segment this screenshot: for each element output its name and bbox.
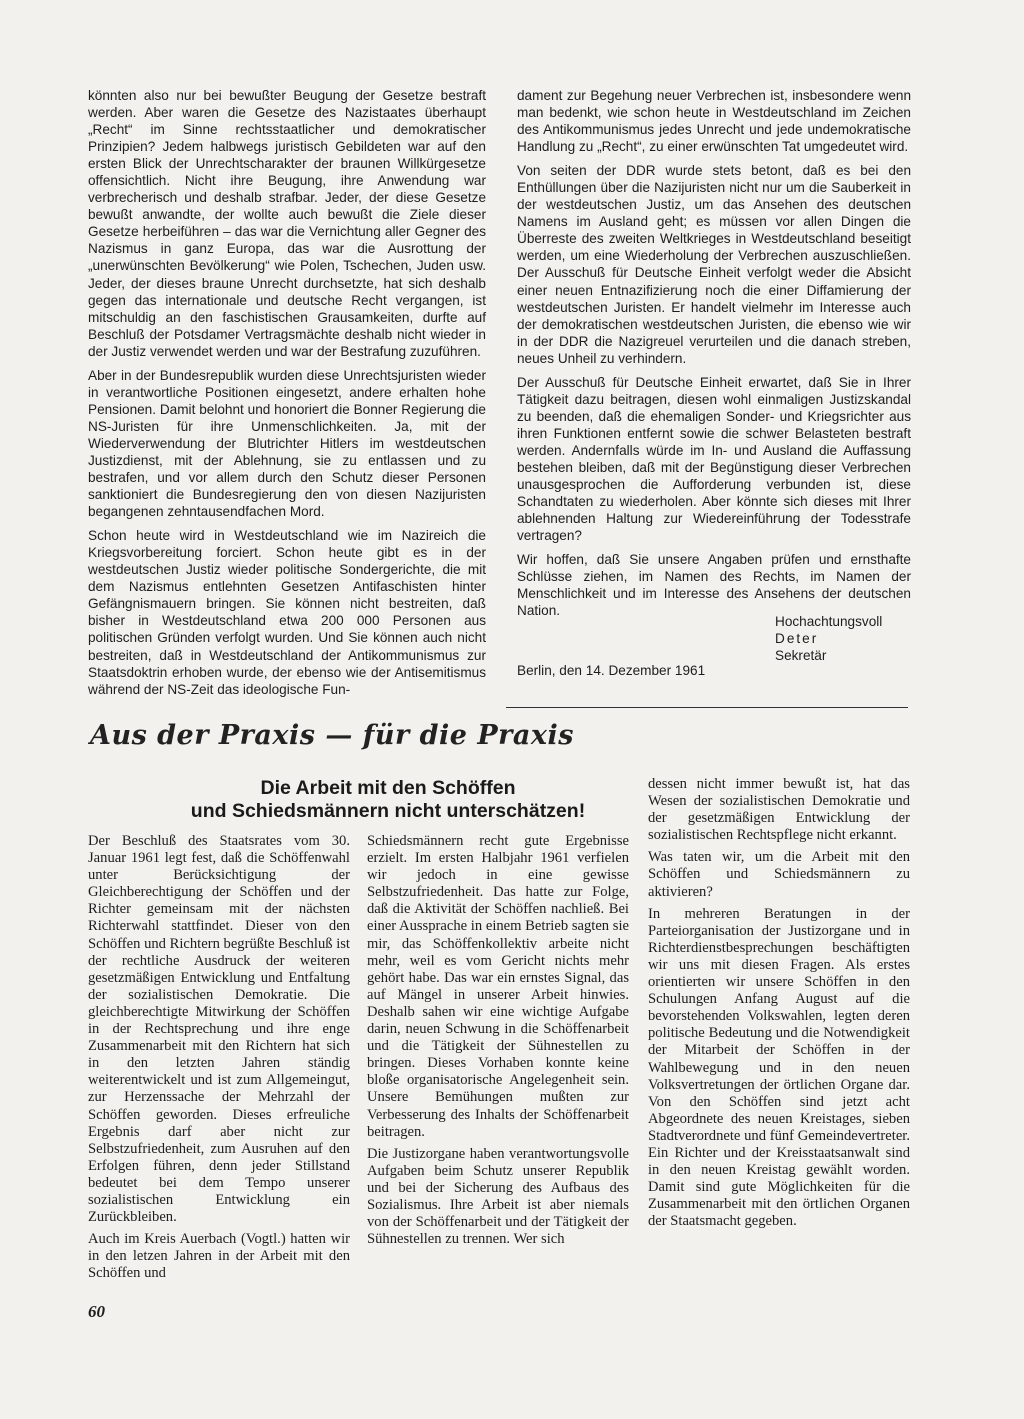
paragraph: Der Beschluß des Staatsrates vom 30. Januar 1961 legt fest, daß die Schöffenwahl unter Berücksichtigung der Gleichberechtigung der Schöffen und der Richter gemeinsam mit der nächsten Richterwahl stattfindet. Dieser von den Schöffen und Richtern begrüßte Beschluß ist der rechtliche Ausdruck der weiteren gesetzmäßigen Entwicklung und Entfaltung der sozialistischen Demokratie. Die gleichberechtigte Mitwirkung der Schöffen in der Rechtsprechung und ihre enge Zusammenarbeit mit den Richtern hat sich in den letzten Jahren ständig weiterentwickelt und ist zum Allgemeingut, zur Herzenssache der Mehrzahl der Schöffen geworden. Dieses erfreuliche Ergebnis darf aber nicht zur Selbstzufriedenheit, zum Ausruhen auf den Erfolgen führen, denn jeder Stillstand bedeutet bei dem Tempo unserer sozialistischen Entwicklung ein Zurückbleiben. — [88, 833, 350, 1226]
paragraph: Schiedsmännern recht gute Ergebnisse erzielt. Im ersten Halbjahr 1961 verfielen wir jedoch in eine gewisse Selbstzufriedenheit. Das hatte zur Folge, daß die Aktivität der Schöffen nachließ. Bei einer Aussprache in einem Betrieb sagten sie mir, das Schöffenkollektiv arbeite nicht mehr, weil es vom Gericht nichts mehr gehört habe. Das war ein ernstes Signal, das auf Mängel in unserer Arbeit hinwies. Deshalb sahen wir eine wichtige Aufgabe darin, neuen Schwung in die Schöffenarbeit und die Tätigkeit der Sühnestellen zu bringen. Dieses Vorhaben konnte keine bloße organisatorische Angelegenheit sein. Unsere Bemühungen mußten zur Verbesserung des Inhalts der Schöffenarbeit beitragen. — [367, 833, 629, 1140]
paragraph: könnten also nur bei bewußter Beugung der Gesetze bestraft werden. Aber waren die Gesetze des Nazistaates überhaupt „Recht“ im Sinne rechtsstaatlicher und demokratischer Prinzipien? Jedem halbwegs juristisch Gebildeten war auf den ersten Blick der Unrechtscharakter der braunen Willkürgesetze offensichtlich. Nicht ihre Beugung, ihre Anwendung war verbrecherisch und deshalb strafbar. Jeder, der diese Gesetze bewußt anwandte, der wollte auch bewußt die Ziele dieser Gesetze herbeiführen – das war die Vernichtung aller Gegner des Nazismus in ganz Europa, das war die Ausrottung der „unerwünschten Bevölkerung“ wie Polen, Tschechen, Juden usw. Jeder, der dieses braune Unrecht durchsetzte, hat sich deshalb gegen das internationale und deutsche Recht vergangen, ist mitschuldig an den faschistischen Grausamkeiten, durfte auf Beschluß der Potsdamer Vertragsmächte deshalb nicht wieder in der Justiz verwendet werden und war der Bestrafung zuzuführen. — [88, 88, 486, 359]
paragraph: dament zur Begehung neuer Verbrechen ist, insbesondere wenn man bedenkt, wie schon heute in Westdeutschland im Zeichen des Antikommunismus jedes Unrecht und jede undemokratische Handlung zu „Recht“, zu einer erwünschten Tat umgedeutet wird. — [517, 88, 911, 155]
article-column-3 — [648, 776, 910, 1235]
paragraph: Aber in der Bundesrepublik wurden diese Unrechtsjuristen wieder in verantwortliche Positionen eingesetzt, andere erhalten hohe Pensionen. Damit belohnt und honoriert die Bonner Regierung die NS-Juristen für ihre Unmenschlichkeiten. Ja, mit der Wiederverwendung der Blutrichter Hitlers im westdeutschen Justizdienst, mit der Ablehnung, sie zu entlassen und zu bestrafen, und vor allem durch den Schutz dieser Personen sanktioniert die Bundesregierung den von diesen Nazijuristen begangenen zehntausendfachen Mord. — [88, 367, 486, 520]
paragraph: In mehreren Beratungen in der Parteiorganisation der Justizorgane und in Richterdienstbesprechungen beschäftigten wir uns mit diesen Fragen. Als erstes orientierten wir unsere Schöffen in den Schulungen Anfang August auf die bevorstehenden Volkswahlen, legten deren politische Bedeutung und die Notwendigkeit der Mitarbeit der Schöffen in der Wahlbewegung und in den neuen Volksvertretungen der örtlichen Organe dar. Von den Schöffen sind jetzt acht Abgeordnete des neuen Kreistages, sieben Stadtverordnete und fünf Gemeindevertreter. Ein Richter und der Kreisstaatsanwalt sind in den neuen Kreistag gewählt worden. Damit sind gute Möglichkeiten für die Zusammenarbeit mit den örtlichen Organen der Staatsmacht gegeben. — [648, 905, 910, 1230]
paragraph: Wir hoffen, daß Sie unsere Angaben prüfen und ernsthafte Schlüsse ziehen, im Namen des Rechts, im Namen der Menschlichkeit und im Interesse des Ansehens der deutschen Nation. — [517, 552, 911, 619]
closing-salutation: Hochachtungsvoll — [775, 614, 883, 629]
letter-closing — [775, 613, 882, 664]
paragraph: Auch im Kreis Auerbach (Vogtl.) hatten wir in den letzen Jahren in der Arbeit mit den Schöffen und — [88, 1231, 350, 1282]
paragraph: Was taten wir, um die Arbeit mit den Schöffen und Schiedsmännern zu aktivieren? — [648, 849, 910, 900]
signature-title: Sekretär — [775, 648, 827, 663]
article-title-line-2: und Schiedsmännern nicht unterschätzen! — [190, 800, 586, 822]
section-divider — [506, 707, 908, 708]
paragraph: dessen nicht immer bewußt ist, hat das Wesen der sozialistischen Demokratie und der gesetzmäßigen Entwicklung der sozialistischen Rechtspflege nicht erkannt. — [648, 776, 910, 844]
article-column-2 — [367, 808, 629, 1253]
paragraph: Schon heute wird in Westdeutschland wie im Nazireich die Kriegsvorbereitung forciert. Schon heute gibt es in der westdeutschen Justiz wieder politische Sondergerichte, die mit dem Nazismus entlehnten Gesetzen Antifaschisten hinter Gefängnismauern bringen. Sie können nicht bestreiten, daß bisher in Westdeutschland etwa 200 000 Personen aus politischen Gründen verfolgt wurden. Und Sie können auch nicht bestreiten, daß in Westdeutschland der Antikommunismus zur Staatsdoktrin erhoben wurde, der ebenso wie der Antisemitismus während der NS-Zeit das ideologische Fun- — [88, 528, 486, 697]
paragraph: Der Ausschuß für Deutsche Einheit erwartet, daß Sie in Ihrer Tätigkeit dazu beitragen, diesen wohl einmaligen Justizskandal zu beenden, daß die ehemaligen Sonder- und Kriegsrichter aus ihren Funktionen entfernt sowie die schwer Belasteten bestraft werden. Andernfalls würde im In- und Ausland die Auffassung bestehen bleiben, daß mit der Begünstigung dieser Verbrechen unausgesprochen die Aufforderung verbunden ist, diese Schandtaten zu wiederholen. Aber könnte sich dieses mit Ihrer ablehnenden Haltung zur Wiedereinführung der Todesstrafe vertragen? — [517, 374, 911, 544]
article-column-1 — [88, 833, 350, 1287]
paragraph: Von seiten der DDR wurde stets betont, daß es bei den Enthüllungen über die Nazijuristen nicht nur um die Sauberkeit in der westdeutschen Justiz, um das Ansehen des deutschen Namens im Ausland geht; es müssen vor allen Dingen die Überreste des zweiten Weltkrieges in Westdeutschland beseitigt werden, um eine Wiederholung der Verbrechen auszuschließen. Der Ausschuß für Deutsche Einheit verfolgt weder die Absicht einer neuen Entnazifizierung noch die einer Diffamierung der westdeutschen Juristen. Er handelt vielmehr im Interesse auch der demokratischen westdeutschen Juristen, die ebenso wie wir in der DDR die Nazigreuel verurteilen und die danach streben, neues Unheil zu verhindern. — [517, 163, 911, 366]
article-title-line-1: Die Arbeit mit den Schöffen — [260, 777, 516, 799]
section-heading: Aus der Praxis — für die Praxis — [90, 720, 574, 751]
paragraph: Die Justizorgane haben verantwortungsvolle Aufgaben beim Schutz unserer Republik und bei der Sicherung des Aufbaus des Sozialismus. Ihre Arbeit ist aber niemals von der Schöffenarbeit und der Tätigkeit der Sühnestellen zu trennen. Wer sich — [367, 1145, 629, 1248]
place-date: Berlin, den 14. Dezember 1961 — [517, 663, 706, 678]
signature-name: Deter — [775, 631, 819, 646]
letter-column-left — [88, 87, 486, 705]
page-number: 60 — [88, 1302, 105, 1321]
letter-column-right — [517, 87, 911, 626]
